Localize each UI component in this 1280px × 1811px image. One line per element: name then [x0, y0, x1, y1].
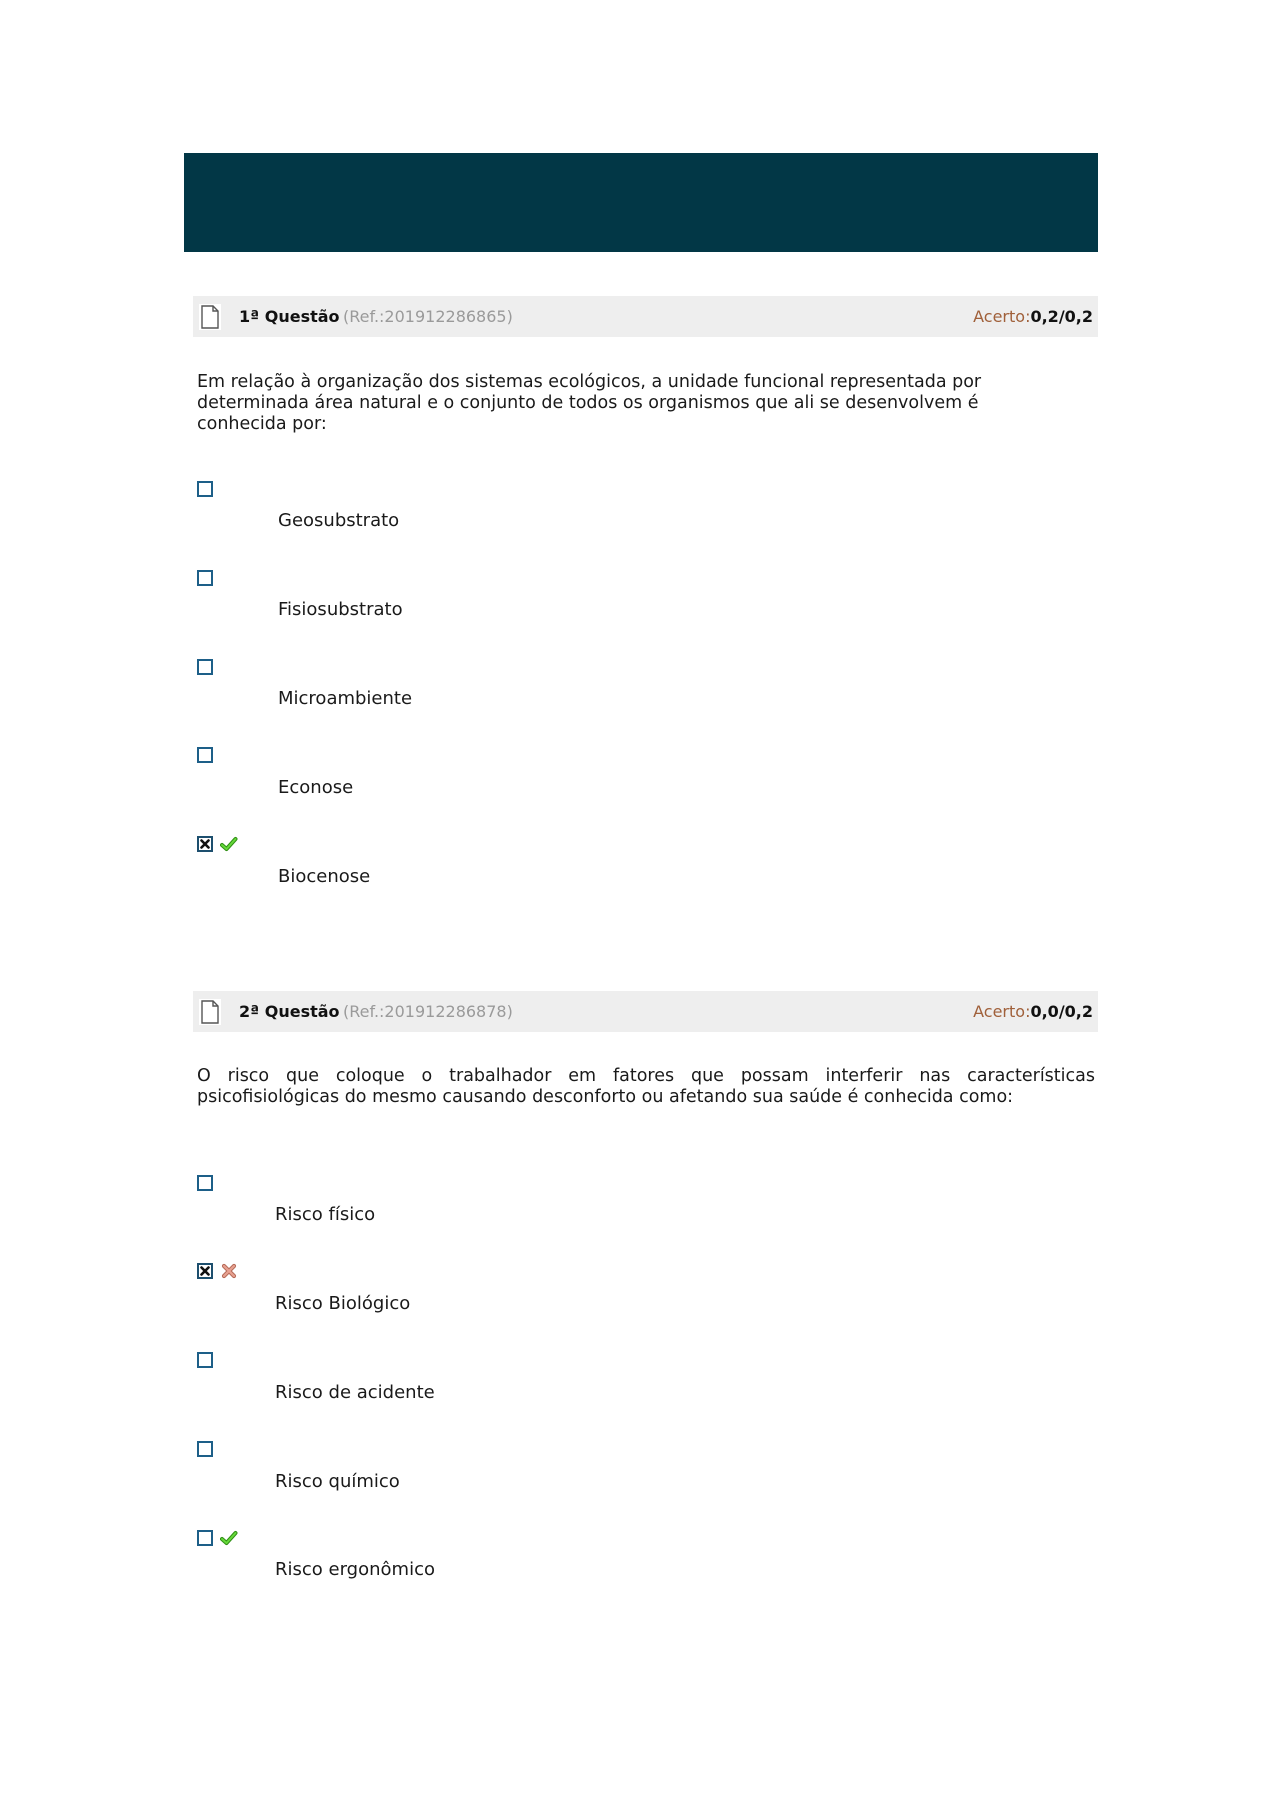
option-label-2-c: Risco de acidente [275, 1382, 435, 1403]
acerto-score [973, 307, 1093, 326]
option-checkbox-1-e[interactable] [197, 836, 213, 852]
option-label-2-a: Risco físico [275, 1204, 376, 1225]
option-checkbox-1-b[interactable] [197, 570, 213, 586]
acerto-value: 0,2/0,2 [1030, 307, 1093, 326]
option-label-1-d: Econose [278, 777, 354, 798]
option-checkbox-2-b[interactable] [197, 1263, 213, 1279]
acerto-label: Acerto: [973, 1002, 1031, 1021]
document-icon [199, 304, 221, 330]
option-label-1-c: Microambiente [278, 688, 413, 709]
option-label-1-e: Biocenose [278, 866, 371, 887]
question-statement-1: Em relação à organização dos sistemas ecológicos, a unidade funcional representada por determinada área natural e o conjunto de todos os organismos que ali se desenvolvem é conhecida por: [197, 372, 982, 434]
checked-x-icon [200, 839, 210, 849]
check-mark-icon [220, 836, 238, 852]
question-ref: (Ref.:201912286878) [343, 1002, 513, 1021]
option-label-2-b: Risco Biológico [275, 1293, 411, 1314]
option-label-2-d: Risco químico [275, 1471, 400, 1492]
question-statement-2: O risco que coloque o trabalhador em fatores que possam interferir nas características psicofisiológicas do mesmo causando desconforto ou afetando sua saúde é conhecida como: [197, 1066, 1095, 1107]
question-title: 2ª Questão [239, 1002, 340, 1021]
option-checkbox-1-d[interactable] [197, 747, 213, 763]
option-label-1-b: Fisiosubstrato [278, 599, 403, 620]
question-header-2 [193, 991, 1098, 1032]
x-mark-icon [220, 1263, 238, 1279]
checked-x-icon [200, 1266, 210, 1276]
check-mark-icon [220, 1530, 238, 1546]
acerto-value: 0,0/0,2 [1030, 1002, 1093, 1021]
header-banner [184, 153, 1098, 252]
option-checkbox-2-d[interactable] [197, 1441, 213, 1457]
question-header-1 [193, 296, 1098, 337]
option-checkbox-1-a[interactable] [197, 481, 213, 497]
document-icon [199, 999, 221, 1025]
option-checkbox-2-a[interactable] [197, 1175, 213, 1191]
option-checkbox-2-c[interactable] [197, 1352, 213, 1368]
option-label-1-a: Geosubstrato [278, 510, 400, 531]
question-ref: (Ref.:201912286865) [343, 307, 513, 326]
option-checkbox-1-c[interactable] [197, 659, 213, 675]
acerto-label: Acerto: [973, 307, 1031, 326]
option-label-2-e: Risco ergonômico [275, 1559, 435, 1580]
acerto-score [973, 1002, 1093, 1021]
question-title: 1ª Questão [239, 307, 340, 326]
option-checkbox-2-e[interactable] [197, 1530, 213, 1546]
